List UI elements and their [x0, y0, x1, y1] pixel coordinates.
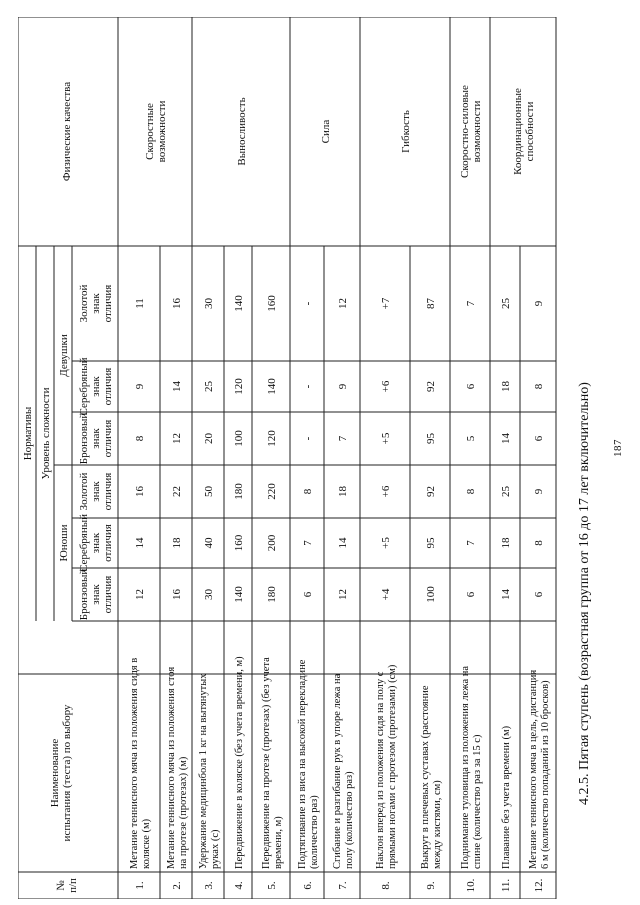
quality-label: Скоростно-силовыевозможности [459, 85, 483, 178]
girls-value: 14 [500, 433, 512, 444]
quality-label: Координационныеспособности [512, 88, 536, 175]
header-boys-gold: Золотойзнакотличия [78, 472, 114, 511]
girls-value: 9 [337, 383, 349, 390]
test-name: Наклон вперед из положения сидя на полу спрямыми ногами с протезом (протезами) (см) [375, 664, 398, 869]
row-number: 8. [380, 881, 392, 890]
girls-value: 7 [465, 300, 477, 307]
test-name: Метание теннисного мяча в цель, дистанция6 м (количество попаданий из 10 бросков) [528, 669, 551, 869]
header-girls-bronze: Бронзовыйзнакотличия [78, 412, 114, 465]
row-number: 9. [425, 881, 437, 890]
boys-value: 40 [203, 537, 215, 549]
girls-value: 5 [465, 435, 477, 442]
boys-value: +5 [380, 537, 392, 549]
girls-value: 25 [203, 381, 215, 392]
boys-value: 12 [134, 589, 146, 600]
boys-value: 95 [425, 537, 437, 549]
boys-value: 8 [533, 540, 545, 546]
girls-value: - [302, 384, 314, 389]
girls-value: 20 [203, 433, 215, 444]
girls-value: 160 [266, 295, 278, 312]
header-normatives: Нормативы [22, 406, 34, 461]
boys-value: 200 [266, 534, 278, 552]
boys-value: 18 [500, 537, 512, 549]
boys-value: 6 [465, 591, 477, 598]
boys-value: 6 [302, 591, 314, 598]
girls-value: 120 [233, 378, 245, 395]
boys-value: 25 [500, 486, 512, 497]
boys-value: 14 [134, 537, 146, 549]
girls-value: 18 [500, 381, 512, 392]
test-name: Удержание медицинбола 1 кг на вытянутыхруках (с) [198, 673, 221, 869]
header-boys-bronze: Бронзовыйзнакотличия [78, 568, 114, 621]
girls-value: 30 [203, 298, 215, 309]
test-name: Метание теннисного мяча из положения стояна протезе (протезах) (м) [166, 666, 189, 869]
row-number: 6. [302, 881, 314, 890]
boys-value: 92 [425, 486, 437, 497]
boys-value: 9 [533, 488, 545, 495]
row-number: 3. [203, 881, 215, 890]
boys-value: 6 [533, 591, 545, 598]
girls-value: 11 [134, 298, 146, 309]
quality-label: Выносливость [236, 97, 248, 166]
girls-value: 120 [266, 430, 278, 447]
boys-value: 180 [233, 483, 245, 500]
girls-value: 7 [337, 435, 349, 442]
boys-value: 8 [465, 488, 477, 495]
girls-value: 92 [425, 381, 437, 392]
girls-value: +5 [380, 432, 392, 445]
row-number: 11. [500, 878, 512, 893]
test-name: Передвижение в коляске (без учета времени, м) [234, 656, 245, 869]
boys-value: 220 [266, 483, 278, 500]
boys-value: 7 [302, 540, 314, 546]
girls-value: 95 [425, 433, 437, 444]
girls-value: 14 [171, 381, 183, 392]
test-name: Плавание без учета времени (м) [501, 725, 512, 869]
quality-label: Гибкость [400, 110, 412, 153]
test-name: Выкрут в плечевых суставах (расстояниемежду кистями, см) [420, 685, 443, 869]
boys-value: 100 [425, 586, 437, 603]
girls-value: 100 [233, 430, 245, 447]
test-name: Сгибание и разгибание рук в упоре лежа наполу (количество раз) [332, 673, 355, 869]
header-girls-gold: Золотойзнакотличия [78, 284, 114, 323]
boys-value: 30 [203, 589, 215, 600]
boys-value: 7 [465, 540, 477, 546]
test-name: Метание теннисного мяча из положения сидя вколяске (м) [129, 657, 152, 869]
row-number: 7. [337, 881, 349, 890]
girls-value: +6 [380, 380, 392, 393]
girls-value: 140 [266, 378, 278, 395]
test-name: Передвижение на протезе (протезах) (без учетавремени, м) [261, 657, 284, 869]
girls-value: 6 [533, 435, 545, 442]
boys-value: 14 [337, 537, 349, 549]
girls-value: 140 [233, 295, 245, 312]
boys-value: 140 [233, 586, 245, 603]
header-girls: Девушки [58, 334, 70, 377]
boys-value: 16 [171, 589, 183, 600]
girls-value: 87 [425, 298, 437, 309]
girls-value: 8 [533, 383, 545, 390]
boys-value: 180 [266, 586, 278, 603]
boys-value: 18 [337, 486, 349, 497]
header-name: Наименованиеиспытания (теста) по выбору [49, 704, 73, 842]
girls-value: 12 [337, 298, 349, 309]
header-difficulty: Уровень сложности [40, 387, 52, 480]
test-name: Подтягивание из виса на высокой перекладине(количество раз) [297, 659, 320, 869]
girls-value: +7 [380, 297, 392, 310]
page-number: 187 [612, 439, 624, 457]
girls-value: 8 [134, 435, 146, 442]
girls-value: - [302, 301, 314, 306]
boys-value: +4 [380, 588, 392, 601]
header-num: №п/п [55, 878, 79, 893]
header-boys: Юноши [58, 524, 70, 562]
row-number: 4. [233, 881, 245, 890]
quality-label: Сила [320, 119, 332, 144]
boys-value: 50 [203, 486, 215, 497]
norms-table [18, 17, 566, 899]
row-number: 10. [465, 878, 477, 893]
boys-value: 160 [233, 534, 245, 552]
girls-value: 6 [465, 383, 477, 390]
boys-value: 18 [171, 537, 183, 549]
girls-value: 12 [171, 433, 183, 444]
boys-value: 14 [500, 589, 512, 600]
boys-value: +6 [380, 485, 392, 498]
row-number: 1. [134, 881, 146, 890]
boys-value: 16 [134, 486, 146, 497]
test-name: Поднимание туловища из положения лежа наспине (количество раз за 15 с) [460, 665, 483, 869]
section-heading: 4.2.5. Пятая ступень (возрастная группа от 16 до 17 лет включительно) [577, 382, 592, 805]
girls-value: 9 [533, 300, 545, 307]
girls-value: 16 [171, 298, 183, 309]
row-number: 5. [266, 881, 278, 890]
girls-value: 9 [134, 383, 146, 390]
girls-value: - [302, 436, 314, 441]
header-boys-silver: Серебряныйзнакотличия [78, 513, 114, 573]
boys-value: 22 [171, 486, 183, 497]
boys-value: 12 [337, 589, 349, 600]
row-number: 12. [533, 878, 545, 893]
header-quality: Физические качества [61, 81, 73, 182]
quality-label: Скоростныевозможности [144, 100, 168, 163]
girls-value: 25 [500, 298, 512, 309]
row-number: 2. [171, 881, 183, 890]
header-girls-silver: Серебряныйзнакотличия [78, 357, 114, 416]
boys-value: 8 [302, 488, 314, 495]
